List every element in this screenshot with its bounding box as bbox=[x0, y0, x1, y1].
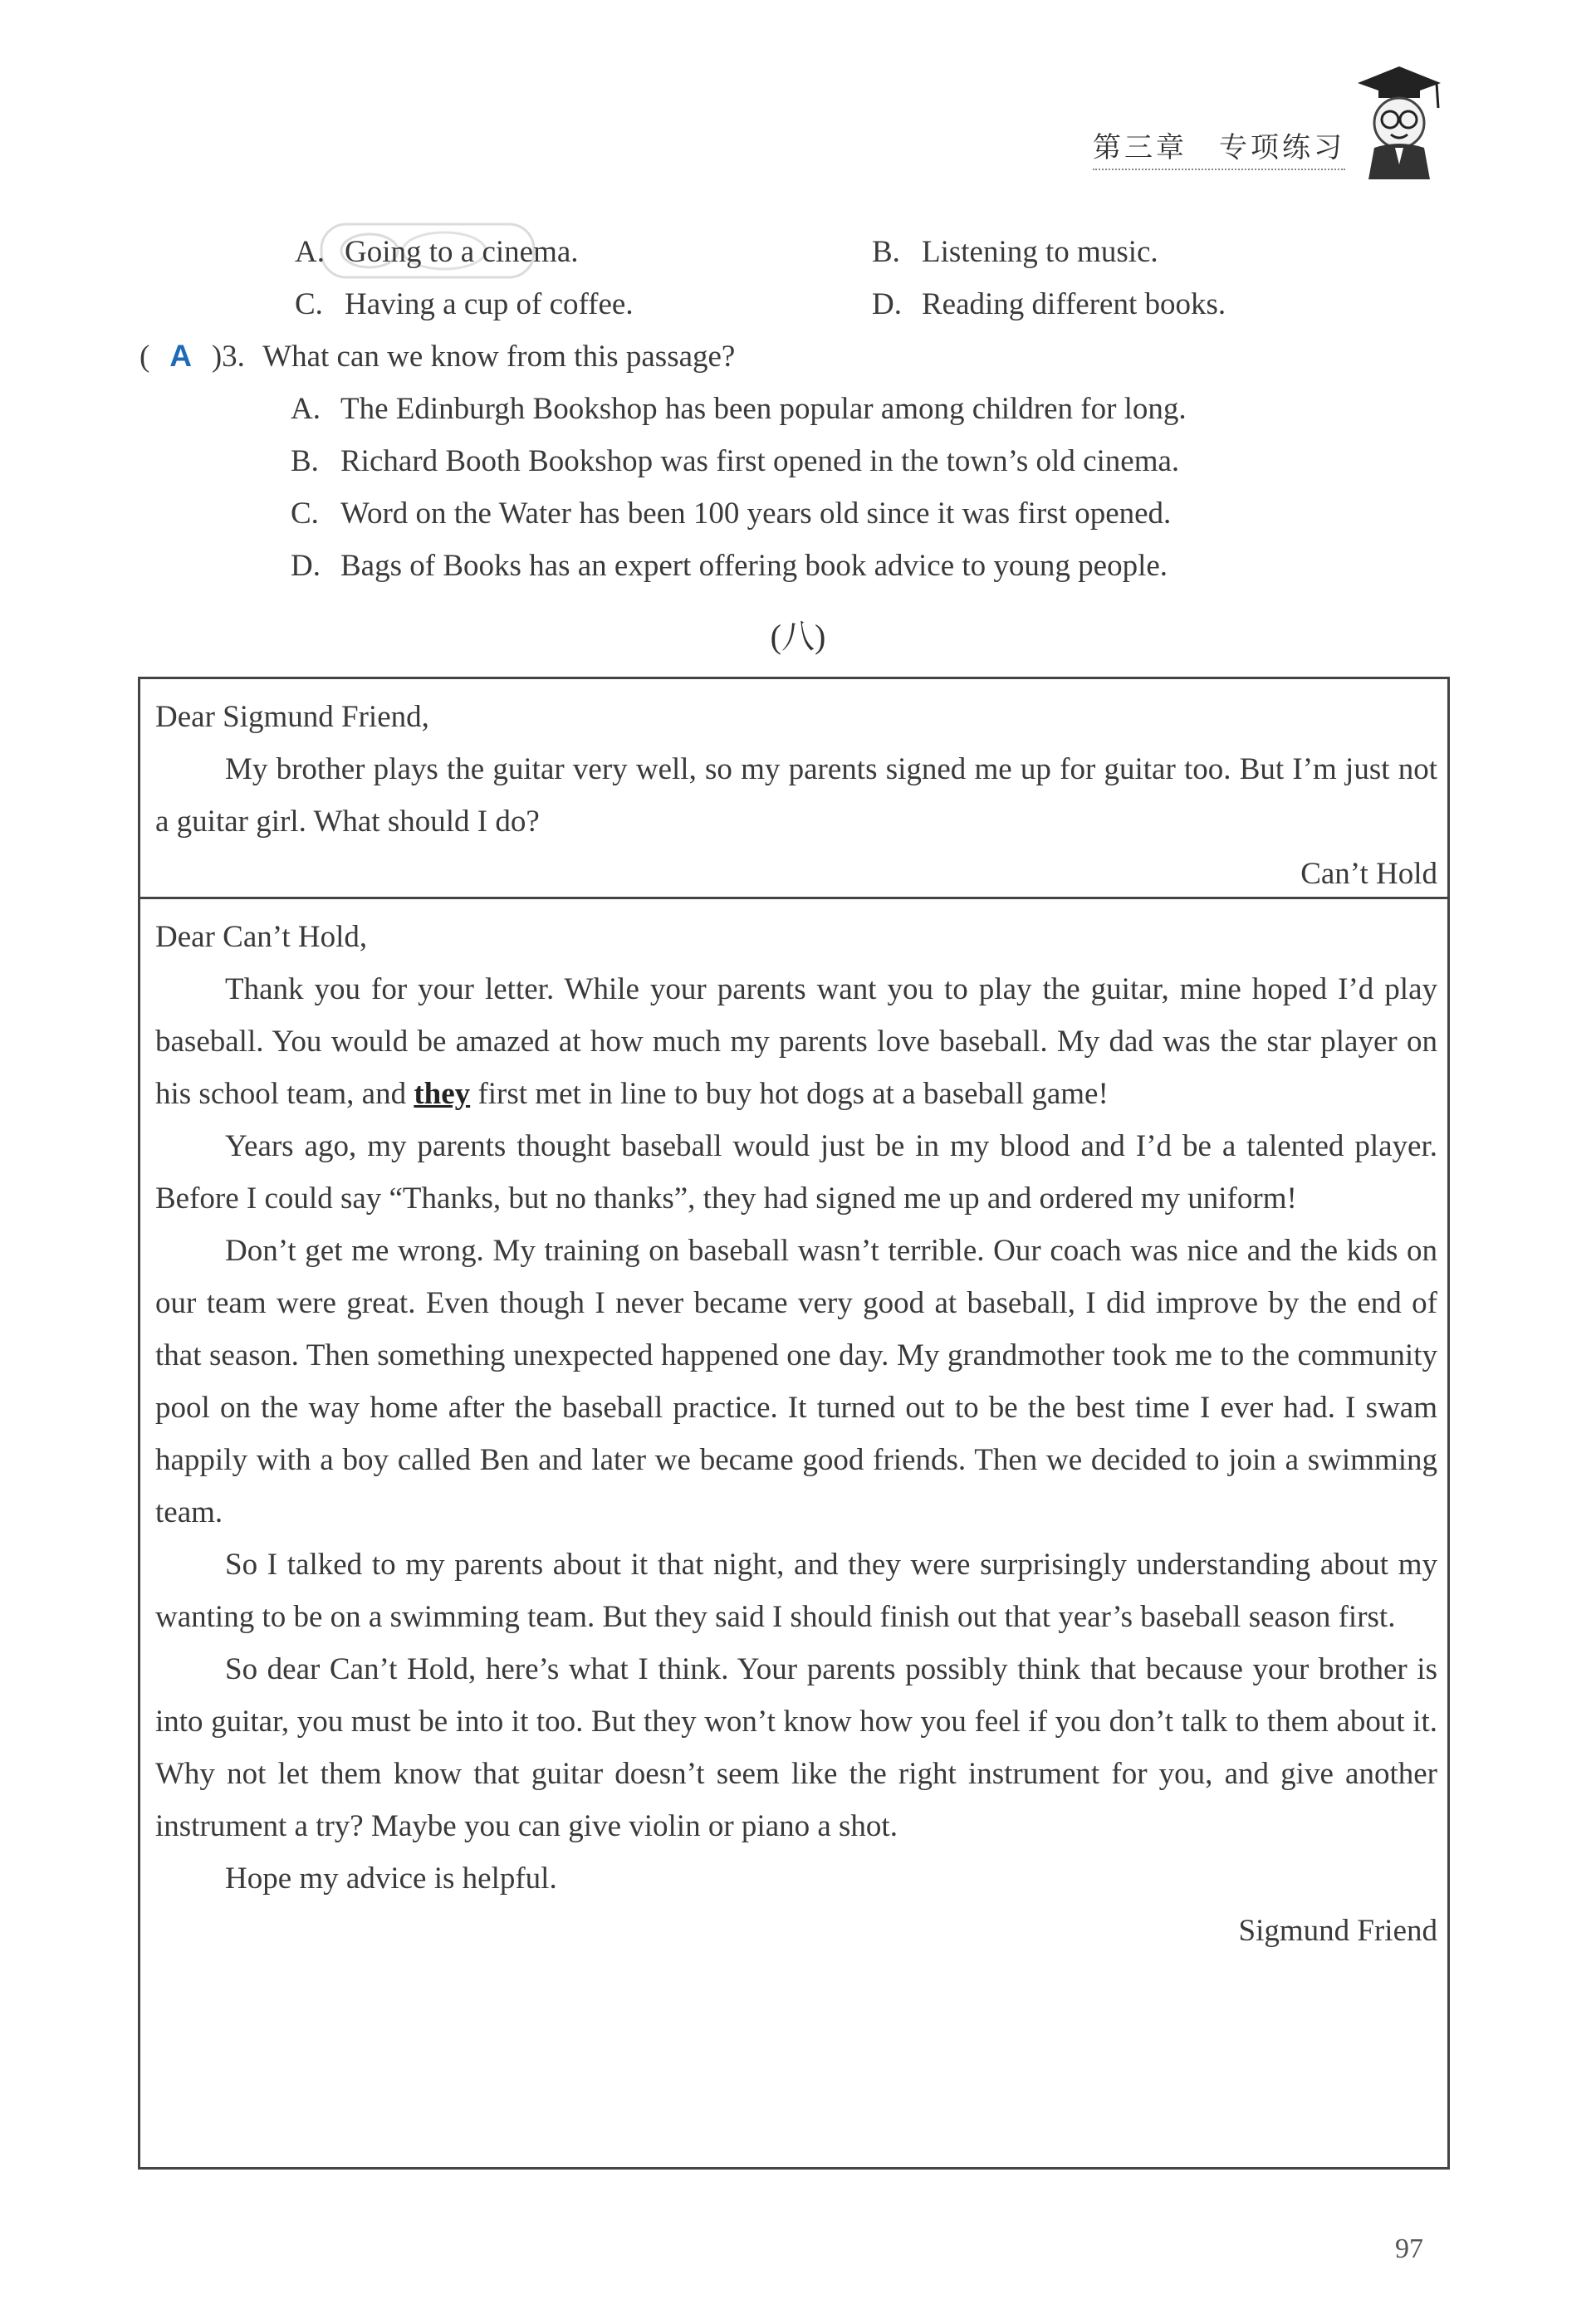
mascot-icon bbox=[1354, 65, 1445, 181]
letter1-signature: Can’t Hold bbox=[1300, 857, 1437, 891]
q3-option-a: A. The Edinburgh Bookshop has been popular among children for long. bbox=[291, 392, 1187, 426]
q2-option-c: C. Having a cup of coffee. bbox=[295, 287, 634, 321]
q2-option-d: D. Reading different books. bbox=[872, 287, 1226, 321]
section-title: (八) bbox=[770, 618, 826, 655]
letter2-paragraph-1: Thank you for your letter. While your parents want you to play the guitar, mine hoped I’d play baseball. You would be amazed at how much my parents love baseball. My dad was the star player on his school team, and they first met in line to buy hot dogs at a baseball game! bbox=[155, 972, 1437, 1111]
letter2-paragraph-2: Years ago, my parents thought baseball would just be in my blood and I’d be a talented player. Before I could say “Thanks, but no thanks”, they had signed me up and ordered my uniform! bbox=[155, 1129, 1437, 1216]
q3-option-b: B. Richard Booth Bookshop was first opened in the town’s old cinema. bbox=[291, 444, 1180, 478]
q3-option-d: D. Bags of Books has an expert offering book advice to young people. bbox=[291, 549, 1168, 583]
chapter-title: 第三章 专项练习 bbox=[1093, 125, 1345, 170]
letter-box-1 bbox=[138, 677, 1450, 899]
q2-option-a: A. Going to a cinema. bbox=[295, 235, 579, 269]
page-number: 97 bbox=[1395, 2233, 1423, 2264]
letter1-body: My brother plays the guitar very well, so my parents signed me up for guitar too. But I’m just not a guitar girl. What should I do? bbox=[155, 752, 1437, 839]
q3-answer: A bbox=[169, 339, 192, 373]
letter-box-2 bbox=[138, 899, 1450, 2170]
letter2-signature: Sigmund Friend bbox=[1238, 1914, 1437, 1948]
letter2-paragraph-4: So I talked to my parents about it that night, and they were surprisingly understanding about my wanting to be on a swimming team. But they said I should finish out that year’s baseball season first. bbox=[155, 1548, 1437, 1634]
letter2-paragraph-3: Don’t get me wrong. My training on baseball wasn’t terrible. Our coach was nice and the kids on our team were great. Even though I never became very good at baseball, I did improve by the end of that season. Then something unexpected happened one day. My grandmother took me to the community pool on the way home after the baseball practice. It turned out to be the best time I ever had. I swam happily with a boy called Ben and later we became good friends. Then we decided to join a swimming team. bbox=[155, 1234, 1437, 1529]
q3-option-c: C. Word on the Water has been 100 years old since it was first opened. bbox=[291, 497, 1172, 531]
highlighted-word: they bbox=[414, 1077, 471, 1111]
q2-option-b: B. Listening to music. bbox=[872, 235, 1158, 269]
q3-stem-line: ( A )3. What can we know from this passage? bbox=[140, 339, 736, 374]
letter2-paragraph-6: Hope my advice is helpful. bbox=[225, 1862, 557, 1896]
letter2-greeting: Dear Can’t Hold, bbox=[155, 920, 368, 954]
page-header bbox=[1093, 100, 1345, 166]
letter2-paragraph-5: So dear Can’t Hold, here’s what I think. Your parents possibly think that because your brother is into guitar, you must be into it too. But they won’t know how you feel if you don’t talk to them about it. Why not let them know that guitar doesn’t seem like the right instrument for you, and give another instrument a try? Maybe you can give violin or piano a shot. bbox=[155, 1652, 1437, 1843]
letter1-greeting: Dear Sigmund Friend, bbox=[155, 700, 429, 734]
